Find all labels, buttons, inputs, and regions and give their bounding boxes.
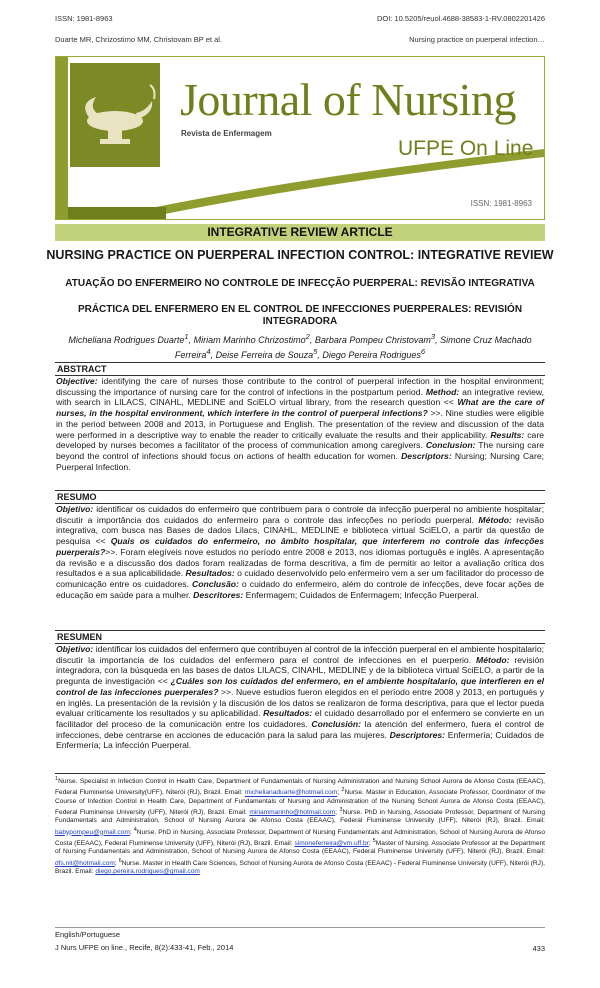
journal-banner (55, 56, 545, 220)
resumen-heading: RESUMEN (55, 630, 545, 644)
author-sup: 4 (206, 347, 211, 356)
label: Conclusion: (425, 440, 476, 451)
text: an integrative review, with search in LILACS, CINAHL, MEDLINE and SciELO virtual library, from the research question << (56, 386, 544, 408)
text: care developed by nurses becomes a facilitator of the process of communication among caregivers. (56, 429, 544, 451)
author-list: Micheliana Rodrigues Duarte$^1$, Miriam Marinho Chrizostimo$^2$, Barbara Pompeu Christovam$^3$, Simone Cruz Machado Ferreira$^4$, Deise Ferreira de Souza$^5$, Diego Pereira Rodrigues$^6$ (68, 332, 532, 360)
footnote-text: Nurse. Specialist in Infection Control in Health Care, Department of Fundamentals of Nursing Administration and Nursing School Aurora de Afonso Costa (EEAAC), Federal Fluminense University(UFF), Niterói (RJ), Brazil. Email: (55, 778, 545, 797)
author-sup: 6 (420, 347, 426, 356)
author: Simone Cruz Machado Ferreira (174, 335, 532, 360)
article-type-band: INTEGRATIVE REVIEW ARTICLE (55, 224, 545, 241)
resumen-section (55, 630, 545, 751)
footer-citation: J Nurs UFPE on line., Recife, 8(2):433-41, Feb., 2014 (55, 943, 234, 952)
running-authors: Duarte MR, Chrizostimo MM, Christovam BP et al. (55, 35, 222, 44)
author-sup: 2 (305, 332, 310, 341)
issn-header: ISSN: 1981-8963 (55, 14, 113, 23)
page-number: 433 (532, 944, 545, 953)
email-link[interactable]: diego.pereira.rodrigues@gmail.com (95, 867, 200, 875)
text: revisión integradora, con la búsqueda en las bases de datos LILACS, CINAHL, MEDLINE y de la biblioteca virtual SciELO, a partir de la pregunta de investigación << (56, 654, 544, 687)
text: identifying the care of nurses those contribute to the control of puerperal infection in the hospital environment; discussing the importance of nursing care for the control of infections in the postpartum period. (56, 376, 544, 397)
journal-subtitle: Revista de Enfermagem (181, 129, 272, 138)
logo-label: JNUOL (72, 191, 119, 206)
text: >>. Nueve estudios fueron elegidos en el período entre 2008 y 2013, en portugués y en inglés. La presentación de la revisión y la discusión de los datos se realizaron de forma descriptiva, para que el lector pueda evaluar críticamente los resultados y su aplicabilidad. (56, 686, 545, 719)
footnote-text: Nurse. Master in Education, Associate Professor, Coordinator of the Course of Infection Control in Health Care, Department of Fundamentals of Nursing and Administration of the Nursing School Aurora de Afonso Costa (EEAAC), Federal Fluminense University (UFF), Niterói (RJ), Brazil. Email: (55, 789, 545, 817)
label: Conclusión: (311, 718, 362, 729)
text: el cuidado desarrollado por el enfermero se convierte en un facilitador del proceso de la comunicación entre los cuidadores. (56, 708, 545, 729)
label: Método: (476, 654, 510, 665)
text: identificar los cuidados del enfermero que contribuyen al control de la infección puerperal en el ambiente hospitalario; discutir la importancia de los cuidados del enfermero para el control de infecciones en el puerperio. (56, 644, 544, 665)
abstract-heading: ABSTRACT (55, 362, 545, 376)
email-link[interactable]: miriammarinho@hotmail.com (249, 809, 336, 817)
email-link[interactable]: simoneferreira@vm.uff.br (294, 840, 369, 848)
footnote-number: 1 (55, 776, 59, 782)
author: Diego Pereira Rodrigues (322, 350, 421, 360)
resumo-body (55, 504, 545, 600)
label: Descriptores: (389, 729, 446, 740)
footnote-number: 4 (133, 826, 137, 833)
text: Enfermagem; Cuidados de Enfermagem; Infecção Puerperal. (243, 589, 479, 600)
footnote-number: 2 (341, 787, 345, 794)
label: Descriptors: (401, 450, 452, 461)
lamp-logo-icon (70, 63, 160, 167)
label: Objetivo: (56, 644, 94, 654)
author-sup: 5 (313, 347, 318, 356)
author: Miriam Marinho Chrizostimo (193, 335, 306, 345)
label: Descritores: (193, 589, 244, 600)
research-question: Quais os cuidados do enfermeiro, no âmbito hospitalar, que interferem no controle das infecções puerperais? (56, 536, 544, 557)
footnotes: $^1$Nurse. Specialist in Infection Control in Health Care, Department of Fundamentals of Nursing Administration and Nursing School Aurora de Afonso Costa (EEAAC), Federal Fluminense University(UFF), Niterói (RJ), Brazil. Email: michelianaduarte@hotmail.com; $^2$Nurse. Master in Education, Associate Professor, Coordinator of the Course of Infection Control in Health Care, Department of Fundamentals of Nursing and Administration of the Nursing School Aurora de Afonso Costa (EEAAC), Federal Fluminense University (UFF), Niterói (RJ), Brazil. Email: miriammarinho@hotmail.com; $^3$Nurse. PhD in Nursing, Associate Professor, Department of Nursing Fundamentals and Administration, School of Nursing Aurora de Afonso Costa (EEAAC), Federal Fluminense University (UFF), Niterói (RJ), Brazil. Email: babypompeu@gmail.com; $^4$Nurse. PhD in Nursing, Associate Professor, Department of Nursing Fundamentals and Administration, School of Nursing Aurora de Afonso Costa (EEAAC), Federal Fluminense University (UFF), Niterói (RJ), Brazil. Email: simoneferreira@vm.uff.br; $^5$Master of Nursing. Associate Professor at the Department of Nursing Fundamentals and Administration, School of Nursing Aurora de Afonso Costa (EEAAC), Federal Fluminense University (UFF), Niterói (RJ), Brazil. Email: dfs.nit@hotmail.com; $^6$Nurse. Master in Health Care Sciences, School of Nursing Aurora de Afonso Costa (EEAAC) - Federal Fluminense University (UFF), Niterói (RJ), Brazil. Email: diego.pereira.rodrigues@gmail.com (55, 773, 545, 876)
research-question: ¿Cuáles son los cuidados del enfermero, en el ambiente hospitalario, que interfieren en el control de las infecciones puerperales? (56, 676, 544, 697)
abstract-section (55, 362, 545, 472)
footnote-number: 6 (118, 857, 122, 864)
email-link[interactable]: dfs.nit@hotmail.com (55, 859, 115, 867)
resumo-section (55, 490, 545, 600)
banner-issn: ISSN: 1981-8963 (470, 199, 532, 208)
abstract-body (55, 376, 545, 472)
label: Method: (425, 386, 460, 397)
footnote-number: 3 (339, 806, 343, 813)
text: la atención del enfermero, fuera el control de infecciones, debe centrarse en acciones de educación para la salud para las mujeres. (56, 718, 545, 740)
resumo-heading: RESUMO (55, 490, 545, 504)
running-title: Nursing practice on puerperal infection… (409, 35, 545, 44)
text: revisão integrativa, com busca nas Bases de dados Lilacs, CINAHL, MEDLINE e biblioteca virtual SciELO, a partir da questão de pesquisa << (56, 514, 544, 547)
footnote-text: Nurse. PhD in Nursing, Associate Professor, Department of Nursing Fundamentals and Administration, School of Nursing Aurora de Afonso Costa (EEAAC), Federal Fluminense University (UFF), Niterói (RJ), Brazil. Email: (55, 828, 545, 848)
text: Nursing; Nursing Care; Puerperal Infection. (56, 450, 544, 472)
label: Objective: (56, 376, 98, 386)
label: Results: (490, 429, 525, 440)
label: Objetivo: (56, 504, 94, 514)
research-question: What are the care of nurses, in the hospital environment, which interfere in the control of puerperal infections? (56, 397, 544, 419)
author: Micheliana Rodrigues Duarte (68, 335, 185, 345)
footnote-text: Nurse. PhD in Nursing, Associate Professor, Department of Nursing Fundamentals and Administration, School of Nursing Aurora de Afonso Costa (EEAAC), Federal Fluminense University (UFF), Niterói (RJ), Brazil. Email: (55, 809, 545, 825)
title-english: NURSING PRACTICE ON PUERPERAL INFECTION CONTROL: INTEGRATIVE REVIEW (46, 248, 554, 262)
text: >>. Nine studies were eligible in the period between 2008 and 2013, in Portuguese and English. The presentation of the review and discussion of the data were performed in a descriptive way to enable the reader to critically evaluate the results and their applicability. (56, 408, 544, 440)
footnote-number: 5 (372, 837, 376, 844)
footnote-text: Nurse. Master in Health Care Sciences, School of Nursing Aurora de Afonso Costa (EEAAC) - Federal Fluminense University (UFF), Niterói (RJ), Brazil. Email: (55, 859, 546, 875)
journal-title: Journal of Nursing (180, 74, 516, 125)
label: Método: (478, 514, 512, 525)
resumen-body (55, 644, 545, 751)
label: Resultados: (185, 568, 235, 579)
label: Conclusão: (192, 578, 239, 589)
page-footer (55, 927, 545, 952)
journal-ufpe: UFPE On Line (398, 137, 534, 160)
footer-language: English/Portuguese (55, 930, 121, 939)
email-link[interactable]: michelianaduarte@hotmail.com (244, 789, 338, 797)
text: >>. Foram elegíveis nove estudos no período entre 2008 e 2013, nos idiomas português e inglês. A apresentação da revisão e a discussão dos dados foram realizadas de forma descritiva, a fim de permitir ao leitor a avaliação crítica dos resultados e a sua aplicabilidade. (56, 546, 544, 579)
text: Enfermería; Cuidados de Enfermería; La infección Puerperal. (56, 729, 544, 751)
text: o cuidado do enfermeiro, além do controle de infecções, deve focar ações de educação em saúde para a mulher. (56, 578, 544, 600)
email-link[interactable]: babypompeu@gmail.com (55, 828, 130, 836)
author: Deise Ferreira de Souza (215, 350, 314, 360)
text: o cuidado desenvolvido pelo enfermeiro vem a ser um facilitador do processo de comunicação entre os cuidadores. (56, 568, 544, 589)
doi-header: DOI: 10.5205/reuol.4688-38583-1-RV.0802201426 (376, 14, 545, 23)
author: Barbara Pompeu Christovam (314, 335, 431, 345)
text: The nursing care beyond the control of infections should focus on actions of health education for women. (56, 440, 544, 461)
title-spanish: PRÁCTICA DEL ENFERMERO EN EL CONTROL DE INFECCIONES PUERPERALES: REVISIÓN INTEGRADORA (77, 304, 523, 327)
text: identificar os cuidados do enfermeiro que contribuem para o controle da infecção puerperal no ambiente hospitalar; discutir a importância dos cuidados do enfermeiro para o controle das infecções no período puerperal. (56, 504, 544, 525)
label: Resultados: (263, 708, 313, 719)
author-sup: 3 (430, 332, 436, 341)
footnote-text: Master of Nursing. Associate Professor at the Department of Nursing Fundamentals and Administration, School of Nursing Aurora de Afonso Costa (EEAAC), Federal Fluminense University (UFF), Niterói (RJ), Brazil. Email: (55, 840, 545, 856)
title-portuguese: ATUAÇÃO DO ENFERMEIRO NO CONTROLE DE INFECÇÃO PUERPERAL: REVISÃO INTEGRATIVA (65, 278, 535, 289)
author-sup: 1 (184, 332, 189, 341)
